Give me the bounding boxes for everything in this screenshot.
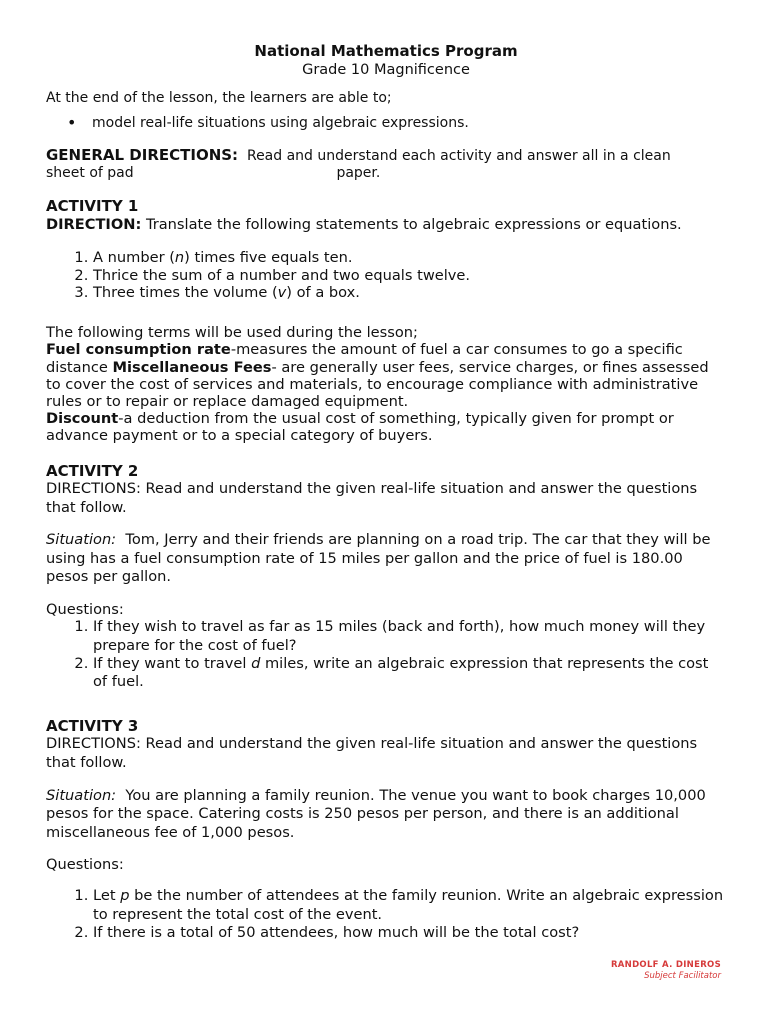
activity1-direction-label: DIRECTION: xyxy=(46,215,142,233)
list-item: 2. Thrice the sum of a number and two equals twelve. xyxy=(93,267,726,285)
question-item: 1. Let p be the number of attendees at the family reunion. Write an algebraic expression to represent the total cost of the event. xyxy=(93,887,726,924)
footer-signature xyxy=(611,960,721,981)
situation-label: Situation: xyxy=(46,786,117,804)
situation-text: Tom, Jerry and their friends are planning on a road trip. The car that they will be using has a fuel consumption rate of 15 miles per gallon and the price of fuel is 180.00 pesos per gallon. xyxy=(46,531,711,586)
general-directions-text-2a: sheet of pad xyxy=(46,165,134,181)
activity1-direction-text: Translate the following statements to algebraic expressions or equations. xyxy=(145,215,682,233)
page-title: National Mathematics Program xyxy=(254,42,518,60)
term-discount: Discount xyxy=(46,410,119,428)
term-fuel: Fuel consumption rate xyxy=(46,341,231,359)
term-misc-def: - are generally user fees, service charges, or fines assessed to cover the cost of services and materials, to encourage compliance with administrative rules or to repair or replace damaged equipment. xyxy=(46,358,709,410)
facilitator-name: RANDOLF A. DINEROS xyxy=(610,960,721,970)
activity1-direction xyxy=(46,216,726,233)
activity3-heading: ACTIVITY 3 xyxy=(46,716,139,735)
situation-label: Situation: xyxy=(46,531,117,549)
list-item: 1. A number (n) times five equals ten. xyxy=(93,249,726,267)
worksheet-page xyxy=(46,42,726,943)
activity2-situation xyxy=(46,531,726,587)
activity2-heading: ACTIVITY 2 xyxy=(46,461,139,480)
objective-item: • model real-life situations using algebraic expressions. xyxy=(67,115,726,132)
general-directions-text: Read and understand each activity and answer all in a clean xyxy=(246,148,671,164)
question-item: 1. If they wish to travel as far as 15 miles (back and forth), how much money will they prepare for the cost of fuel? xyxy=(93,618,726,655)
term-fuel-def: -measures the amount of fuel a car consumes to go a specific distance xyxy=(46,341,683,376)
objectives-intro: At the end of the lesson, the learners are able to; xyxy=(46,90,392,106)
activity3-directions: DIRECTIONS: Read and understand the given real-life situation and answer the questions that follow. xyxy=(46,735,698,771)
term-misc: Miscellaneous Fees xyxy=(112,358,272,376)
activity1-heading: ACTIVITY 1 xyxy=(46,197,139,215)
terms-fuel-misc xyxy=(46,341,726,410)
facilitator-role: Subject Facilitator xyxy=(644,971,721,981)
general-directions xyxy=(46,147,726,182)
question-item: 2. If they want to travel d miles, write an algebraic expression that represents the cost of fuel. xyxy=(93,655,726,692)
situation-text: You are planning a family reunion. The venue you want to book charges 10,000 pesos for the space. Catering costs is 250 pesos per person, and there is an additional miscellaneous fee of 1,000 pesos. xyxy=(46,786,706,841)
activity2-questions xyxy=(46,618,726,692)
activity1-list xyxy=(46,249,726,302)
objectives-list xyxy=(46,115,726,132)
question-item: 2. If there is a total of 50 attendees, how much will be the total cost? xyxy=(93,924,726,942)
activity3-questions-label: Questions: xyxy=(46,856,124,874)
page-subtitle: Grade 10 Magnificence xyxy=(302,62,470,78)
activity3-questions xyxy=(46,887,726,942)
terms-section xyxy=(46,324,726,444)
activity2-directions: DIRECTIONS: Read and understand the given real-life situation and answer the questions that follow. xyxy=(46,480,698,516)
general-directions-text-2b: paper. xyxy=(336,165,381,181)
activity2-questions-label: Questions: xyxy=(46,600,124,618)
general-directions-label: GENERAL DIRECTIONS: xyxy=(46,146,239,164)
terms-discount xyxy=(46,410,726,444)
term-discount-def: -a deduction from the usual cost of something, typically given for prompt or advance payment or to a special category of buyers. xyxy=(46,410,674,445)
terms-intro: The following terms will be used during the lesson; xyxy=(46,324,418,342)
activity3-situation xyxy=(46,787,726,843)
list-item: 3. Three times the volume (v) of a box. xyxy=(93,284,726,302)
